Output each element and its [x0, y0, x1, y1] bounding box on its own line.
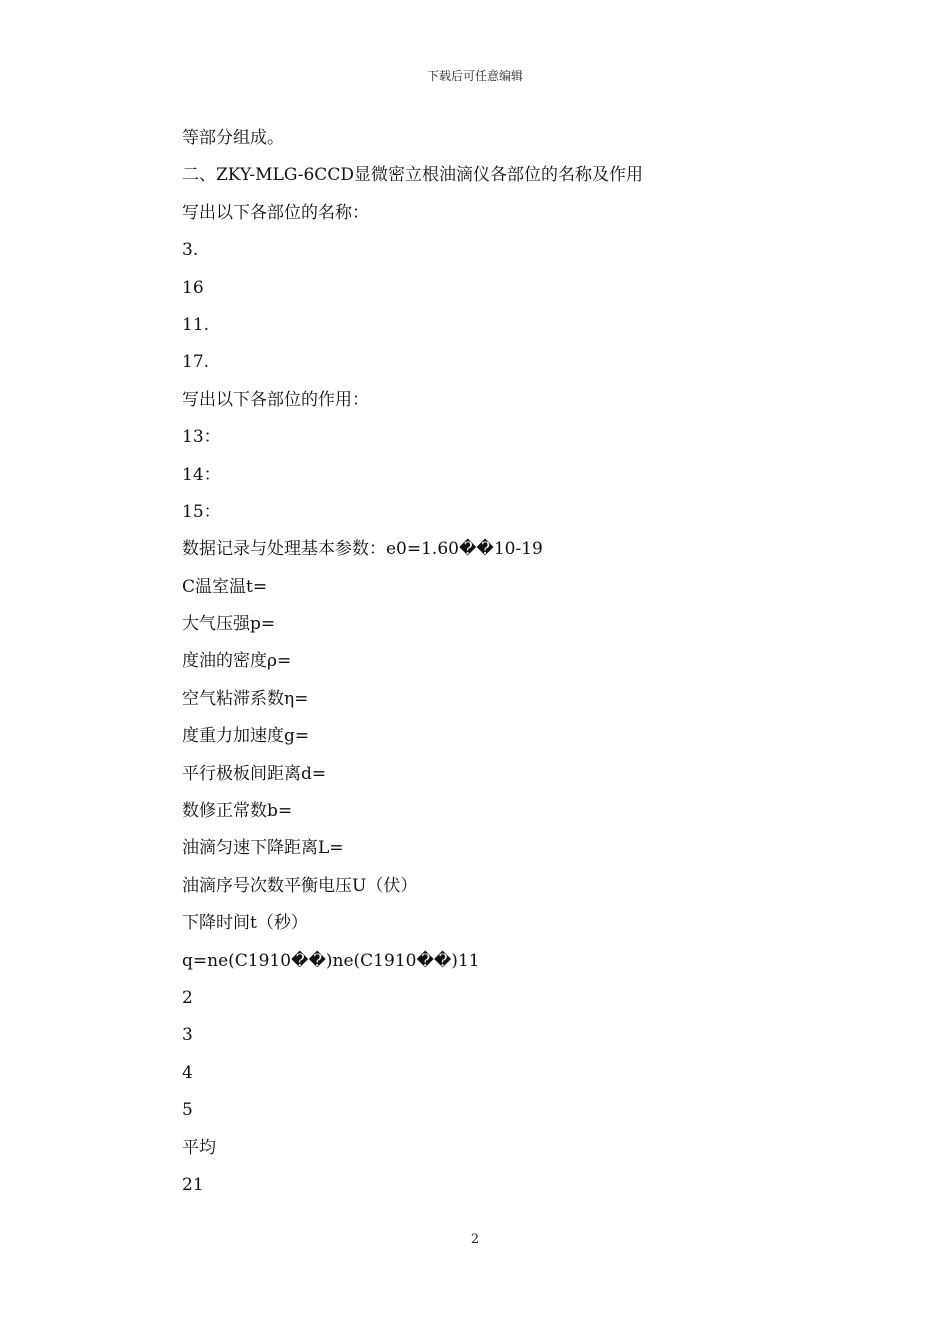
- text-line: 数修正常数b=: [182, 801, 293, 822]
- text-line: 数据记录与处理基本参数：e0=1.60��10-19: [182, 539, 543, 560]
- text-line: C温室温t=: [182, 576, 268, 597]
- text-line: 平均: [182, 1137, 216, 1158]
- section-heading: 二、ZKY-MLG-6CCD显微密立根油滴仪各部位的名称及作用: [182, 165, 643, 186]
- text-line: 14：: [182, 464, 221, 485]
- text-line: 15：: [182, 501, 221, 522]
- text-line: 油滴匀速下降距离L=: [182, 838, 344, 859]
- text-line: 平行极板间距离d=: [182, 763, 327, 784]
- page-number: 2: [470, 1232, 480, 1247]
- text-line: 度重力加速度g=: [182, 726, 310, 747]
- text-line: 2: [182, 987, 193, 1008]
- text-line: 3.: [182, 240, 199, 261]
- text-line: 17.: [182, 352, 210, 373]
- document-body: [182, 124, 822, 1208]
- text-line: 大气压强p=: [182, 614, 276, 635]
- text-line: 空气粘滞系数η=: [182, 688, 309, 709]
- text-line: 等部分组成。: [182, 128, 284, 148]
- text-line: 度油的密度ρ=: [182, 651, 292, 672]
- text-line: 11.: [182, 314, 210, 335]
- page-header: 下载后可任意编辑: [426, 69, 523, 83]
- text-line: q=ne(C1910��)ne(C1910��)11: [182, 950, 480, 971]
- text-line: 4: [182, 1062, 193, 1083]
- text-line: 3: [182, 1025, 193, 1046]
- text-line: 油滴序号次数平衡电压U（伏）: [182, 875, 418, 896]
- text-line: 13：: [182, 427, 221, 448]
- text-line: 5: [182, 1100, 193, 1121]
- text-line: 写出以下各部位的名称：: [182, 202, 369, 223]
- text-line: 16: [182, 277, 204, 298]
- text-line: 21: [182, 1174, 204, 1195]
- text-line: 下降时间t（秒）: [182, 913, 308, 934]
- text-line: 写出以下各部位的作用：: [182, 389, 369, 410]
